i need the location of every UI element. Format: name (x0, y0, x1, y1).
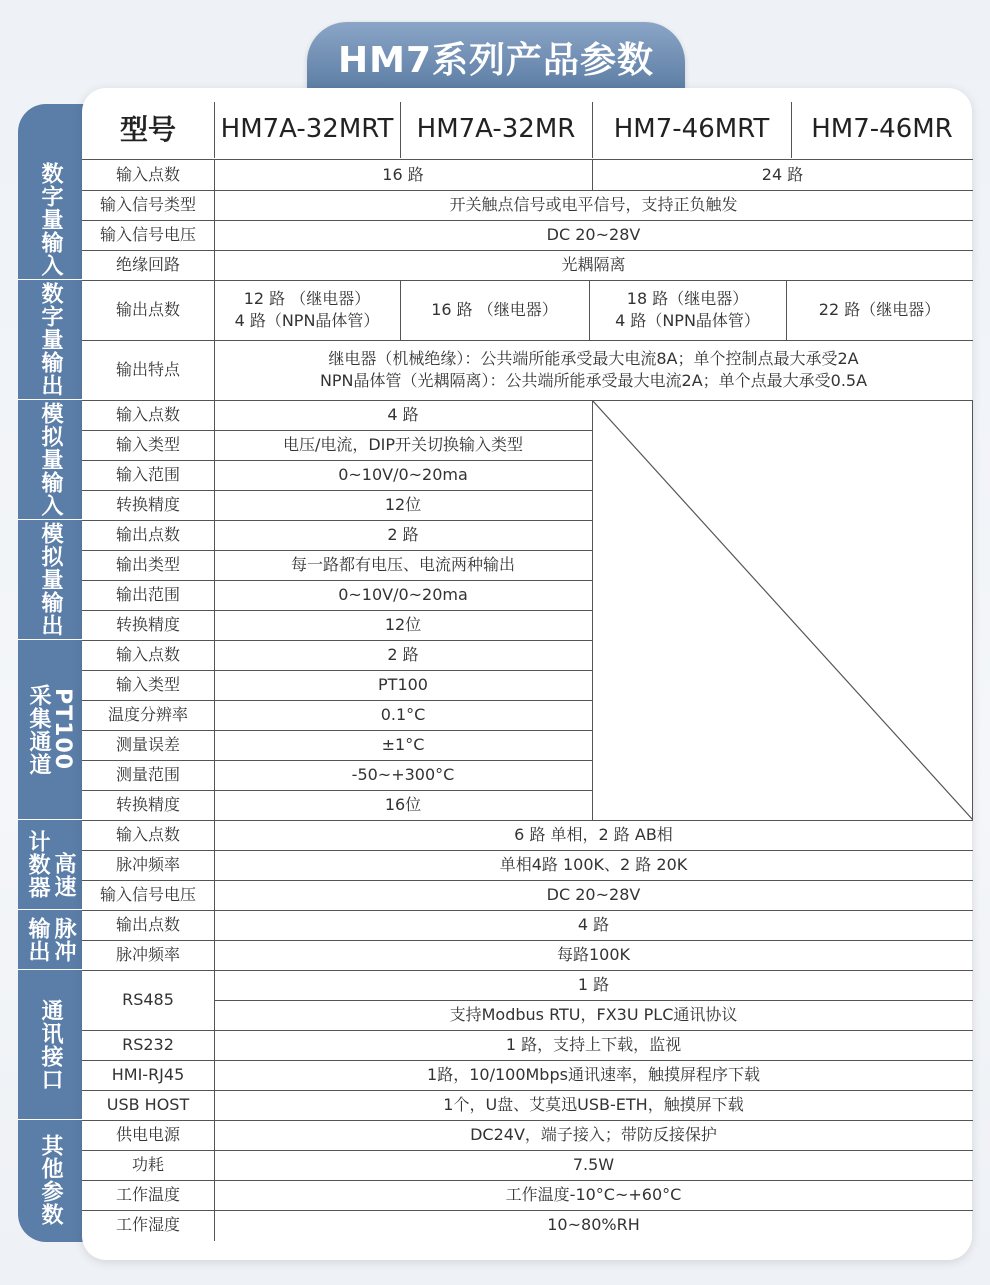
row-value: PT100 (378, 675, 428, 695)
row-value: 1 路，支持上下载，监视 (505, 1035, 682, 1055)
row-value: 单相4路 100K、2 路 20K (499, 855, 688, 875)
row-label: RS485 (122, 990, 174, 1010)
row-value: 22 路（继电器） (818, 300, 941, 320)
row-label: 输出点数 (115, 525, 180, 545)
row-value: 16 路 (382, 165, 424, 185)
row-value: DC 20~28V (546, 225, 641, 245)
model-hm7-46mr: HM7-46MR (811, 114, 953, 145)
row-value: 2 路 (387, 645, 419, 665)
row-label: 工作湿度 (115, 1215, 180, 1235)
row-label: 测量范围 (115, 765, 180, 785)
section-high-speed-counter: 计数器 高速 (18, 820, 82, 910)
row-label: 输入点数 (115, 405, 180, 425)
row-value: 光耦隔离 (561, 255, 626, 275)
row-value: 18 路（继电器） 4 路（NPN晶体管） (615, 289, 760, 330)
row-label: RS232 (122, 1035, 174, 1055)
row-value: 24 路 (761, 165, 804, 185)
row-value: 16位 (384, 795, 422, 815)
row-value: 支持Modbus RTU，FX3U PLC通讯协议 (449, 1005, 738, 1025)
row-value: 1个，U盘、艾莫迅USB-ETH，触摸屏下载 (443, 1095, 744, 1115)
row-label: 输入类型 (115, 435, 180, 455)
row-value: 0~10V/0~20ma (338, 585, 468, 605)
row-label: 供电电源 (115, 1125, 180, 1145)
row-value: 1 路 (577, 975, 610, 995)
row-value: 12位 (384, 495, 422, 515)
row-label: 输入点数 (115, 825, 180, 845)
section-comm: 通讯接口 (18, 970, 82, 1120)
row-label: 脉冲频率 (115, 855, 180, 875)
row-label: 输入点数 (115, 165, 180, 185)
row-label: 输出范围 (115, 585, 180, 605)
page-title: HM7系列产品参数 (337, 40, 654, 81)
row-value: 10~80%RH (547, 1215, 640, 1235)
row-label: 转换精度 (115, 615, 180, 635)
section-digital-input: 数字量输入 (18, 160, 82, 280)
row-label: 脉冲频率 (115, 945, 180, 965)
row-value: ±1°C (381, 735, 425, 755)
section-other: 其他参数 (38, 1134, 63, 1226)
row-value: 16 路 （继电器） (431, 300, 558, 320)
row-value: DC 20~28V (546, 885, 641, 905)
row-label: 输入信号电压 (99, 885, 196, 905)
row-label: HMI-RJ45 (111, 1065, 185, 1085)
row-label: 功耗 (131, 1155, 164, 1175)
section-analog-input: 模拟量输入 (18, 400, 82, 520)
row-label: 输入范围 (115, 465, 180, 485)
row-value: 4 路 (387, 405, 419, 425)
row-label: 转换精度 (115, 795, 180, 815)
row-label: 温度分辨率 (107, 705, 188, 725)
row-value: 0.1°C (380, 705, 426, 725)
row-value: 工作温度-10°C~+60°C (505, 1185, 682, 1205)
row-label: 输出点数 (115, 915, 180, 935)
row-value: 2 路 (387, 525, 419, 545)
row-label: 转换精度 (115, 495, 180, 515)
row-value: 1路，10/100Mbps通讯速率，触摸屏程序下载 (427, 1065, 760, 1085)
row-label: 输入类型 (115, 675, 180, 695)
row-label: 输出特点 (115, 360, 180, 380)
section-pt100: 采集通道 PT100 (18, 640, 82, 820)
section-pulse-output: 输出 脉冲 (18, 910, 82, 970)
model-header-label: 型号 (119, 113, 176, 147)
section-digital-output: 数字量输出 (18, 280, 82, 400)
section-analog-output: 模拟量输出 (18, 520, 82, 640)
model-hm7a-32mr: HM7A-32MR (416, 114, 576, 145)
row-label: 输出点数 (115, 300, 180, 320)
not-applicable-diagonal (592, 400, 973, 820)
row-label: 输入信号类型 (99, 195, 196, 215)
row-value: 12 路 （继电器） 4 路（NPN晶体管） (234, 289, 380, 330)
row-value: 每一路都有电压、电流两种输出 (290, 555, 515, 575)
row-value: 电压/电流，DIP开关切换输入类型 (282, 435, 524, 455)
model-hm7-46mrt: HM7-46MRT (613, 114, 770, 145)
row-label: USB HOST (106, 1095, 190, 1115)
row-label: 测量误差 (115, 735, 180, 755)
model-hm7a-32mrt: HM7A-32MRT (220, 114, 394, 145)
row-value: 7.5W (572, 1155, 615, 1175)
row-value: 每路100K (556, 945, 631, 965)
row-value: 12位 (384, 615, 422, 635)
row-label: 输入信号电压 (99, 225, 196, 245)
row-label: 工作温度 (115, 1185, 180, 1205)
row-value: -50~+300°C (351, 765, 455, 785)
row-value: 6 路 单相，2 路 AB相 (514, 825, 673, 845)
row-value: 继电器（机械绝缘）：公共端所能承受最大电流8A；单个控制点最大承受2A NPN晶体管（光耦隔离）：公共端所能承受最大电流2A；单个点最大承受0.5A (319, 349, 868, 390)
row-value: 4 路 (577, 915, 610, 935)
row-label: 输出类型 (115, 555, 180, 575)
row-label: 输入点数 (115, 645, 180, 665)
row-value: 开关触点信号或电平信号，支持正负触发 (449, 195, 738, 215)
row-value: 0~10V/0~20ma (338, 465, 468, 485)
row-label: 绝缘回路 (115, 255, 180, 275)
row-value: DC24V，端子接入；带防反接保护 (470, 1125, 717, 1145)
